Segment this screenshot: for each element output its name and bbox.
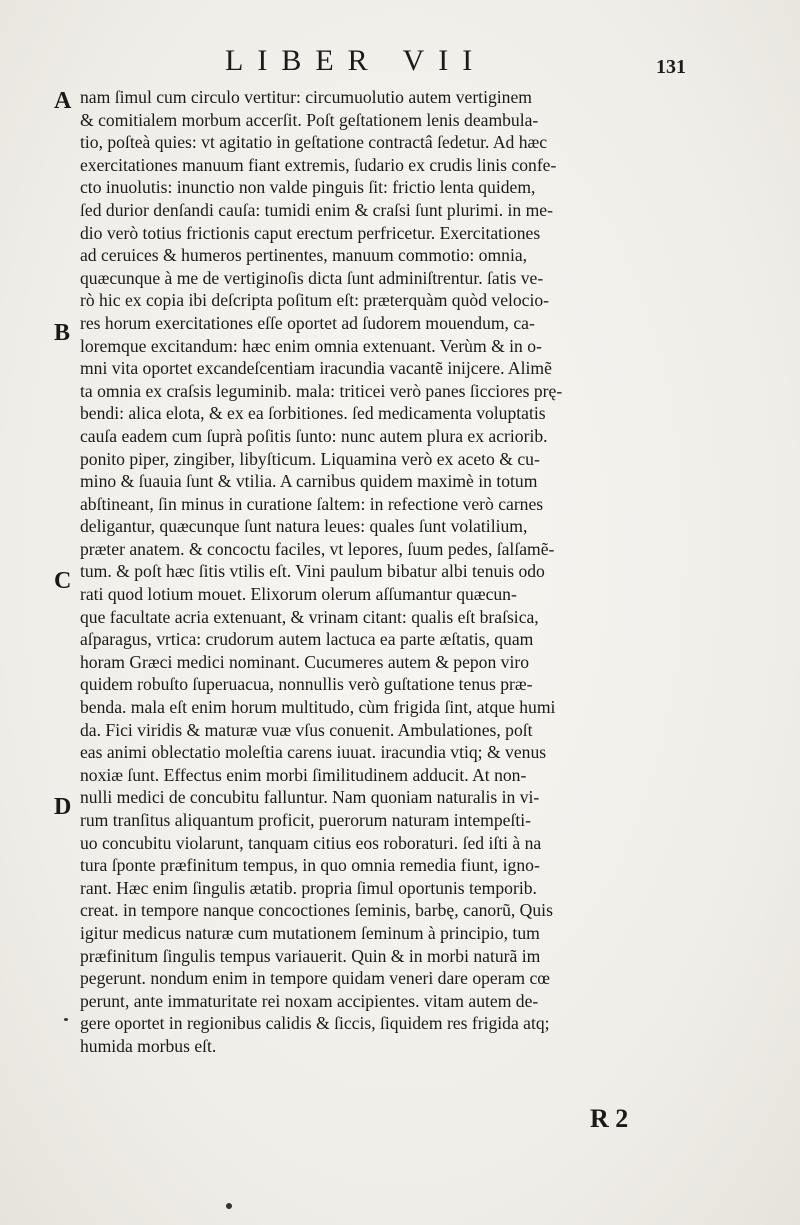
running-title: LIBER VII [225,44,487,77]
text-line: exercitationes manuum fiant extremis, ſudario ex crudis linis confe- [80,154,557,175]
text-line: tum. & poſt hæc ſitis vtilis eſt. Vini paulum bibatur albi tenuis odo [80,561,545,582]
text-line: & comitialem morbum accerſit. Poſt geſtationem lenis deambula- [80,109,539,130]
page-header [0,44,800,84]
text-line: rò hic ex copia ibi deſcripta poſitum eſt: præterquàm quòd velocio- [80,290,550,311]
text-line: aſparagus, vrtica: crudorum autem lactuca ea parte æſtatis, quam [80,629,534,650]
body-text [80,86,695,1058]
text-line: cauſa eadem cum ſuprà poſitis ſunto: nunc autem plura ex acriorib. [80,425,548,446]
text-line: tura ſponte præfinitum tempus, in quo omnia remedia fiunt, igno- [80,855,540,876]
text-line: bendi: alica elota, & ex ea ſorbitiones. ſed medicamenta voluptatis [80,403,546,424]
text-line: quæcunque à me de vertiginoſis dicta ſunt adminiſtrentur. ſatis ve- [80,267,544,288]
text-line: benda. mala eſt enim horum multitudo, cùm frigida ſint, atque humi [80,697,556,718]
text-line: loremque excitandum: hæc enim omnia extenuant. Verùm & in o- [80,335,542,356]
text-line: abſtineant, ſin minus in curatione ſaltem: in refectione verò carnes [80,493,544,514]
text-line: eas animi oblectatio moleſtia carens iuuat. iracundia vtiq; & venus [80,742,547,763]
text-line: mni vita oportet excandeſcentiam iracundia vacantẽ inijcere. Alimẽ [80,358,552,379]
text-line: tio, poſteà quies: vt agitatio in geſtatione contractâ ſedetur. Ad hæc [80,132,548,153]
text-line: dio verò totius frictionis caput erectum perfricetur. Exercitationes [80,222,541,243]
signature-mark: R 2 [590,1104,629,1133]
text-line: rum tranſitus aliquantum proficit, puerorum naturam intempeſti- [80,810,531,830]
margin-letter-b: B [54,320,71,346]
text-line: que facultate acria extenuant, & vrinam citant: qualis eſt braſsica, [80,606,539,627]
text-line: mino & ſuauia ſunt & vtilia. A carnibus quidem maximè in totum [80,471,538,492]
text-line: ad ceruices & humeros pertinentes, manuum commotio: omnia, [80,245,528,266]
ink-speck [226,1203,232,1209]
text-line: horam Græci medici nominant. Cucumeres autem & pepon viro [80,651,530,672]
text-line: da. Fici viridis & maturæ vuæ vſus conuenit. Ambulationes, poſt [80,719,533,740]
text-line: ponito piper, zingiber, libyſticum. Liquamina verò ex aceto & cu- [80,448,540,469]
text-line: deligantur, quæcunque ſunt natura leues: quales ſunt volatilium, [80,516,528,537]
text-line: humida morbus eſt. [80,1035,217,1056]
text-line: rant. Hæc enim ſingulis ætatib. propria ſimul oportunis temporib. [80,877,537,898]
text-line: nam ſimul cum circulo vertitur: circumuolutio autem vertiginem [80,87,532,107]
ink-speck [64,1018,68,1021]
text-line: uo concubitu violarunt, tanquam citius eos roboraturi. ſed iſti à na [80,832,542,853]
text-line: noxiæ ſunt. Effectus enim morbi ſimilitudinem adducit. At non- [80,764,527,785]
text-line: creat. in tempore nanque concoctiones ſeminis, barbę, canorũ, Quis [80,900,553,921]
text-line: res horum exercitationes eſſe oportet ad ſudorem mouendum, ca- [80,312,535,333]
margin-letter-c: C [54,568,72,594]
text-line: gere oportet in regionibus calidis & ſiccis, ſiquidem res frigida atq; [80,1013,550,1034]
text-line: præfinitum ſingulis tempus variauerit. Quin & in morbi naturã im [80,945,541,966]
text-line: ta omnia ex craſsis leguminib. mala: triticei verò panes ſicciores prę- [80,380,563,401]
text-line: cto inuolutis: inunctio non valde pinguis ſit: frictio lenta quidem, [80,177,536,198]
margin-letter-a: A [54,88,72,114]
text-line: quidem robuſto ſuperuacua, nonnullis verò guſtatione tenus præ- [80,674,533,695]
text-line: ſed durior denſandi cauſa: tumidi enim & craſsi ſunt plurimi. in me- [80,199,553,220]
text-line: perunt, ante immaturitate rei noxam accipientes. vitam autem de- [80,990,539,1011]
text-line: præter anatem. & concoctu faciles, vt lepores, ſuum pedes, ſalſamẽ- [80,538,555,559]
text-line: rati quod lotium mouet. Elixorum olerum aſſumantur quæcun- [80,584,517,605]
text-line: igitur medicus naturæ cum mutationem ſeminum à principio, tum [80,922,540,943]
text-line: nulli medici de concubitu falluntur. Nam quoniam naturalis in vi- [80,787,540,808]
margin-letter-d: D [54,794,72,820]
text-line: pegerunt. nondum enim in tempore quidam veneri dare operam cœ [80,968,550,989]
folio-number: 131 [656,56,686,78]
